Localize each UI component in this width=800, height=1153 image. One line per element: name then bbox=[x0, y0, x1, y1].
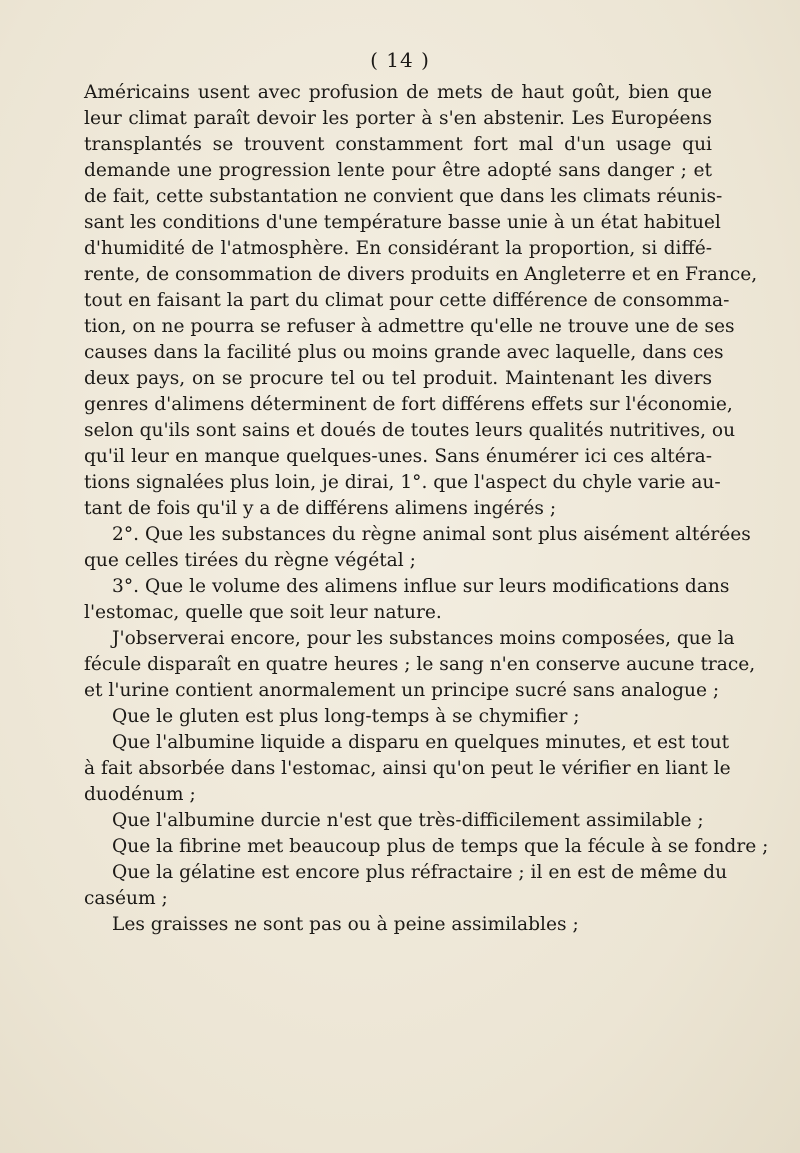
text-line: tions signalées plus loin, je dirai, 1°. que l'aspect du chyle varie au- bbox=[84, 472, 721, 493]
text-line: d'humidité de l'atmosphère. En considérant la proportion, si diffé- bbox=[84, 238, 712, 259]
text-line: que celles tirées du règne végétal ; bbox=[84, 550, 416, 571]
text-line: qu'il leur en manque quelques-unes. Sans énumérer ici ces altéra- bbox=[84, 446, 712, 467]
text-line: 2°. Que les substances du règne animal sont plus aisément altérées bbox=[112, 524, 751, 545]
text-line: de fait, cette substantation ne convient que dans les climats réunis- bbox=[84, 186, 723, 207]
page-number: ( 14 ) bbox=[370, 48, 430, 72]
text-line: 3°. Que le volume des alimens influe sur leurs modifications dans bbox=[112, 576, 730, 597]
text-line: l'estomac, quelle que soit leur nature. bbox=[84, 602, 442, 623]
text-line: Américains usent avec profusion de mets de haut goût, bien que bbox=[84, 82, 712, 103]
text-line: Que le gluten est plus long-temps à se chymifier ; bbox=[112, 706, 580, 727]
text-line: demande une progression lente pour être adopté sans danger ; et bbox=[84, 160, 712, 181]
body-text bbox=[84, 80, 769, 938]
text-line: tant de fois qu'il y a de différens alimens ingérés ; bbox=[84, 498, 557, 519]
text-line: J'observerai encore, pour les substances moins composées, que la bbox=[112, 628, 735, 649]
text-line: Les graisses ne sont pas ou à peine assimilables ; bbox=[112, 914, 579, 935]
text-line: genres d'alimens déterminent de fort différens effets sur l'économie, bbox=[84, 394, 733, 415]
text-line: Que l'albumine durcie n'est que très-difficilement assimilable ; bbox=[112, 810, 704, 831]
text-line: Que l'albumine liquide a disparu en quelques minutes, et est tout bbox=[112, 732, 730, 753]
text-line: deux pays, on se procure tel ou tel produit. Maintenant les divers bbox=[84, 368, 712, 389]
text-line: Que la gélatine est encore plus réfractaire ; il en est de même du bbox=[112, 862, 728, 883]
text-line: transplantés se trouvent constamment fort mal d'un usage qui bbox=[84, 134, 712, 155]
text-line: duodénum ; bbox=[84, 784, 196, 805]
text-line: caséum ; bbox=[84, 888, 168, 909]
text-line: et l'urine contient anormalement un principe sucré sans analogue ; bbox=[84, 680, 720, 701]
text-line: rente, de consommation de divers produits en Angleterre et en France, bbox=[84, 264, 758, 285]
text-line: sant les conditions d'une température basse unie à un état habituel bbox=[84, 212, 721, 233]
text-line: leur climat paraît devoir les porter à s'en abstenir. Les Européens bbox=[84, 108, 712, 129]
text-line: causes dans la facilité plus ou moins grande avec laquelle, dans ces bbox=[84, 342, 724, 363]
text-line: à fait absorbée dans l'estomac, ainsi qu'on peut le vérifier en liant le bbox=[84, 758, 731, 779]
text-line: selon qu'ils sont sains et doués de toutes leurs qualités nutritives, ou bbox=[84, 420, 736, 441]
text-line: fécule disparaît en quatre heures ; le sang n'en conserve aucune trace, bbox=[84, 654, 756, 675]
text-line: Que la fibrine met beaucoup plus de temps que la fécule à se fondre ; bbox=[112, 836, 769, 857]
text-line: tout en faisant la part du climat pour cette différence de consomma- bbox=[84, 290, 730, 311]
text-line: tion, on ne pourra se refuser à admettre qu'elle ne trouve une de ses bbox=[84, 316, 735, 337]
